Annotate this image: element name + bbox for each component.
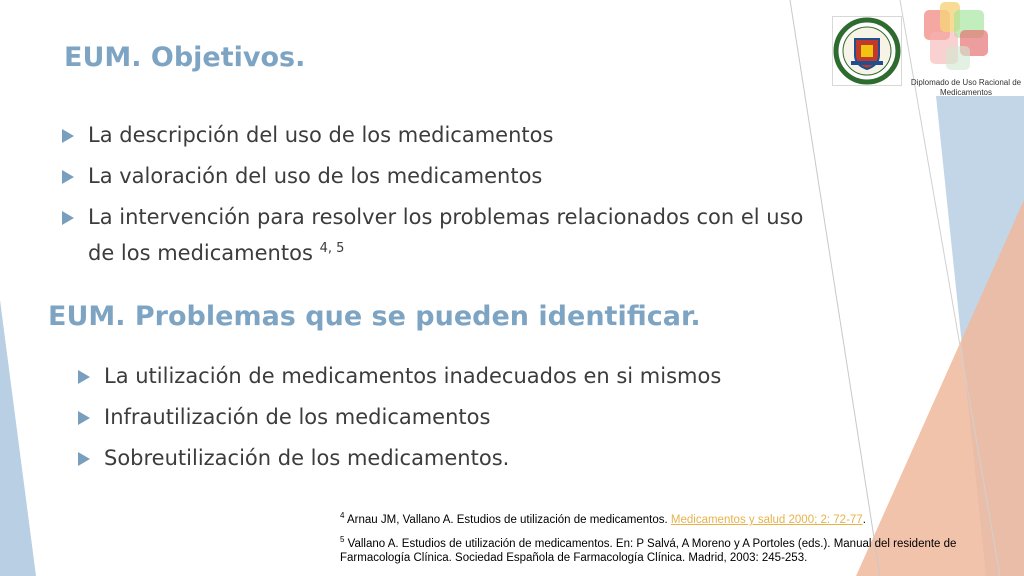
reference-text: Arnau JM, Vallano A. Estudios de utilización de medicamentos. bbox=[347, 513, 671, 526]
reference-text-end: . bbox=[862, 513, 866, 526]
bullet-arrow-icon bbox=[78, 452, 90, 466]
problems-list bbox=[76, 361, 806, 484]
reference-text: Vallano A. Estudios de utilización de medicamentos. En: P Salvá, A Moreno y A Portoles (eds.). Manual del residente de Farmacología Clínica. Sociedad Española de Farmacología Clínica. Madrid, 2003: 245-253. bbox=[340, 537, 957, 564]
list-item-text: Sobreutilización de los medicamentos. bbox=[104, 446, 510, 470]
reference-number: 4 bbox=[340, 511, 345, 520]
list-item-text: La valoración del uso de los medicamentos bbox=[88, 164, 543, 188]
reference-superscript: 4, 5 bbox=[319, 241, 345, 256]
reference-link[interactable]: Medicamentos y salud 2000; 2: 72-77 bbox=[670, 513, 863, 526]
section-title-problems: EUM. Problemas que se pueden identificar. bbox=[48, 301, 701, 332]
list-item bbox=[60, 161, 830, 192]
list-item-text: La descripción del uso de los medicamentos bbox=[88, 123, 554, 147]
reference-item bbox=[340, 533, 990, 565]
reference-number: 5 bbox=[340, 534, 345, 544]
list-item-text: La utilización de medicamentos inadecuados en si mismos bbox=[104, 364, 722, 388]
diploma-caption: Diplomado de Uso Racional de Medicamentos bbox=[910, 78, 1022, 97]
list-item bbox=[76, 402, 806, 433]
list-item-text: Infrautilización de los medicamentos bbox=[104, 405, 491, 429]
bullet-arrow-icon bbox=[62, 129, 74, 143]
diploma-logo bbox=[918, 2, 1002, 76]
references-footnotes bbox=[340, 509, 990, 571]
bullet-arrow-icon bbox=[62, 211, 74, 225]
list-item bbox=[60, 202, 830, 269]
university-seal-logo bbox=[832, 16, 902, 86]
list-item bbox=[76, 361, 806, 392]
list-item bbox=[76, 443, 806, 474]
objectives-list bbox=[60, 120, 830, 279]
left-blue-strip bbox=[0, 300, 36, 576]
reference-item bbox=[340, 509, 990, 527]
list-item bbox=[60, 120, 830, 151]
bullet-arrow-icon bbox=[62, 170, 74, 184]
bullet-arrow-icon bbox=[78, 370, 90, 384]
section-title-objectives: EUM. Objetivos. bbox=[64, 42, 306, 73]
list-item-text: La intervención para resolver los problemas relacionados con el uso de los medicamentos bbox=[88, 205, 804, 265]
bullet-arrow-icon bbox=[78, 411, 90, 425]
